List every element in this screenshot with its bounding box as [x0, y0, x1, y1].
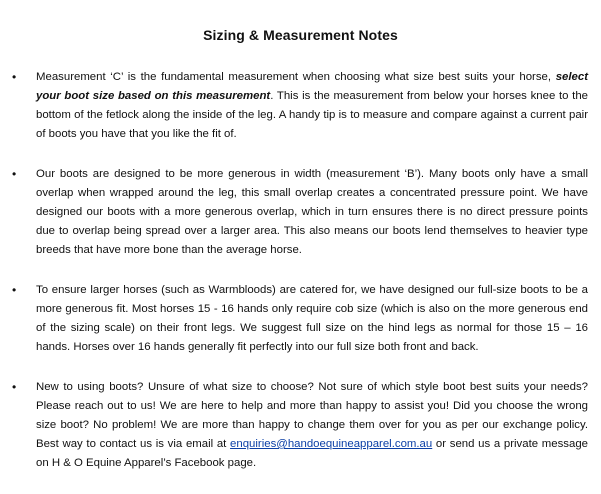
note-emphasis: select your boot size based on this measurement [36, 71, 588, 102]
notes-list [0, 68, 601, 494]
note-contact [0, 378, 601, 473]
note-larger-horses [0, 281, 601, 357]
bullet-icon: • [12, 167, 17, 181]
bullet-icon: • [12, 70, 17, 84]
note-text: To ensure larger horses (such as Warmbloods) are catered for, we have designed our full-size boots to be a more generous fit. Most horses 15 - 16 hands only require cob size (which is also on the more generous end of the sizing scale) on their front legs. We suggest full size on the hind legs as normal for those 15 – 16 hands. Horses over 16 hands generally fit perfectly into our full size both front and back. [36, 284, 588, 353]
note-width [0, 165, 601, 260]
page-title: Sizing & Measurement Notes [203, 27, 398, 43]
email-link[interactable]: enquiries@handoequineapparel.com.au [230, 438, 433, 450]
bullet-icon: • [12, 380, 17, 394]
note-text [36, 378, 588, 473]
bullet-icon: • [12, 283, 17, 297]
note-lead: New to using boots? Unsure of what size to choose? Not sure of which style boot best suits your needs? Please reach out to us! We are here to help and more than happy to assist you! Did you choose the wrong size boot? No problem! We are more than happy to change them over for you as per our exchange policy. Best way to contact us is via email at [36, 381, 588, 450]
note-tail: or send us a private message on H & O Equine Apparel’s Facebook page. [36, 438, 588, 469]
note-lead: Measurement ‘C’ is the fundamental measurement when choosing what size best suits your horse, [36, 71, 556, 83]
note-text: Our boots are designed to be more generous in width (measurement ‘B’). Many boots only have a small overlap when wrapped around the leg, this small overlap creates a concentrated pressure point. We have designed our boots with a more generous overlap, which in turn ensures there is no direct pressure points due to overlap being spread over a larger area. This also means our boots lend themselves to heavier type breeds that have more bone than the average horse. [36, 168, 588, 256]
note-measurement-c [0, 68, 601, 144]
note-tail: . This is the measurement from below your horses knee to the bottom of the fetlock along the inside of the leg. A handy tip is to measure and compare against a current pair of boots you have that you like the fit of. [36, 90, 589, 140]
note-text [36, 68, 588, 144]
